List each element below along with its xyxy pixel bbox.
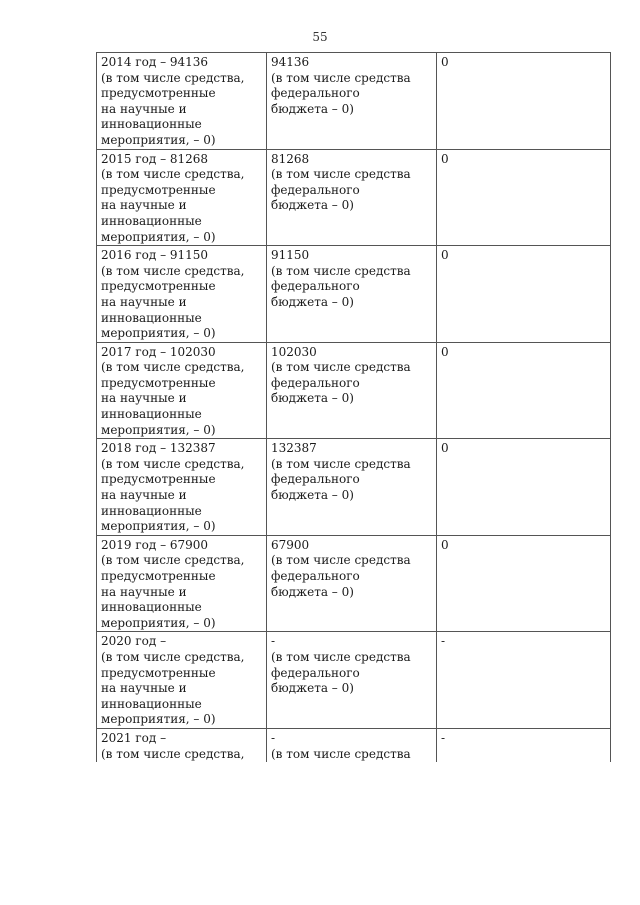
value-cell: 0 (437, 535, 611, 632)
year-total-cell: 2019 год – 67900 (в том числе средства, предусмотренные на научные и инновационные мероприятия, – 0) (97, 535, 267, 632)
year-total-cell: 2016 год – 91150 (в том числе средства, предусмотренные на научные и инновационные мероприятия, – 0) (97, 246, 267, 343)
table-row (97, 246, 611, 343)
amount-cell: - (в том числе средства федерального бюджета – 0) (267, 632, 437, 729)
amount-cell: 67900 (в том числе средства федерального бюджета – 0) (267, 535, 437, 632)
amount-cell: 102030 (в том числе средства федерального бюджета – 0) (267, 342, 437, 439)
page-number: 55 (312, 30, 328, 44)
value-cell: 0 (437, 149, 611, 246)
amount-cell: 132387 (в том числе средства федерального бюджета – 0) (267, 439, 437, 536)
year-total-cell: 2018 год – 132387 (в том числе средства, предусмотренные на научные и инновационные мероприятия, – 0) (97, 439, 267, 536)
table-row (97, 149, 611, 246)
table-row (97, 728, 611, 762)
amount-cell: 94136 (в том числе средства федерального бюджета – 0) (267, 53, 437, 150)
table-row (97, 439, 611, 536)
amount-cell: - (в том числе средства (267, 728, 437, 762)
table-row (97, 53, 611, 150)
table-row (97, 632, 611, 729)
page-bottom-margin (0, 762, 640, 905)
year-total-cell: 2021 год – (в том числе средства, (97, 728, 267, 762)
table-row (97, 535, 611, 632)
value-cell: - (437, 728, 611, 762)
funding-table (96, 52, 611, 763)
year-total-cell: 2014 год – 94136 (в том числе средства, предусмотренные на научные и инновационные мероприятия, – 0) (97, 53, 267, 150)
value-cell: 0 (437, 53, 611, 150)
year-total-cell: 2020 год – (в том числе средства, предусмотренные на научные и инновационные мероприятия, – 0) (97, 632, 267, 729)
year-total-cell: 2015 год – 81268 (в том числе средства, предусмотренные на научные и инновационные мероприятия, – 0) (97, 149, 267, 246)
table-row (97, 342, 611, 439)
year-total-cell: 2017 год – 102030 (в том числе средства, предусмотренные на научные и инновационные мероприятия, – 0) (97, 342, 267, 439)
amount-cell: 91150 (в том числе средства федерального бюджета – 0) (267, 246, 437, 343)
value-cell: 0 (437, 246, 611, 343)
amount-cell: 81268 (в том числе средства федерального бюджета – 0) (267, 149, 437, 246)
value-cell: 0 (437, 342, 611, 439)
value-cell: - (437, 632, 611, 729)
value-cell: 0 (437, 439, 611, 536)
